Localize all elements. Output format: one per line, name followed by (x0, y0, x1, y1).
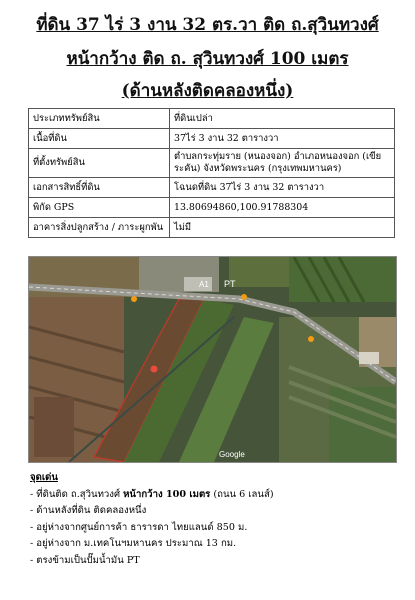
table-row (29, 109, 395, 129)
satellite-map[interactable] (28, 256, 397, 463)
highlight-text: - ที่ดินติด ถ.สุวินทวงศ์ (30, 488, 124, 500)
google-watermark: Google (219, 450, 245, 459)
row-value: 37ไร่ 3 งาน 32 ตารางวา (170, 129, 395, 149)
highlight-bold-text: หน้ากว้าง 100 เมตร (123, 488, 211, 500)
location-pin-icon (151, 366, 158, 373)
row-value: ที่ดินเปล่า (170, 109, 395, 129)
highlight-text: (ถนน 6 เลนส์) (210, 488, 274, 500)
row-label: ประเภททรัพย์สิน (29, 109, 170, 129)
row-label: อาคารสิ่งปลูกสร้าง / ภาระผูกพัน (29, 218, 170, 238)
highlights-section (30, 470, 400, 569)
row-label: เอกสารสิทธิ์ที่ดิน (29, 178, 170, 198)
row-value: โฉนดที่ดิน 37ไร่ 3 งาน 32 ตารางวา (170, 178, 395, 198)
title-line-3: (ด้านหลังติดคลองหนึ่ง) (121, 81, 294, 101)
row-value: ตำบลกระทุ่มราย (หนองจอก) อำเภอหนองจอก (เขียระคัน) จังหวัดพระนคร (กรุงเทพมหานคร) (170, 149, 395, 178)
row-label: เนื้อที่ดิน (29, 129, 170, 149)
highlights-heading: จุดเด่น (30, 472, 58, 483)
highlight-item: - ด้านหลังที่ดิน ติดคลองหนึ่ง (30, 505, 147, 516)
satellite-map-image (29, 257, 396, 462)
row-value: 13.80694860,100.91788304 (170, 198, 395, 218)
row-label: พิกัด GPS (29, 198, 170, 218)
table-row (29, 198, 395, 218)
table-row (29, 129, 395, 149)
highlight-item (30, 487, 400, 504)
table-row (29, 149, 395, 178)
highlight-item: - อยู่ห่างจาก ม.เทคโนฯมหานคร ประมาณ 13 กม. (30, 538, 237, 549)
title-line-1: ที่ดิน 37 ไร่ 3 งาน 32 ตร.วา ติด ถ.สุวินทวงศ์ (36, 15, 379, 35)
table-row (29, 178, 395, 198)
property-info-table (28, 108, 395, 238)
highlight-item: - ตรงข้ามเป็นปั๊มน้ำมัน PT (30, 554, 140, 566)
row-value: ไม่มี (170, 218, 395, 238)
map-label-sign: A1 (199, 280, 209, 289)
map-label-pt: PT (224, 279, 236, 289)
table-row (29, 218, 395, 238)
title-line-2: หน้ากว้าง ติด ถ. สุวินทวงศ์ 100 เมตร (66, 49, 349, 69)
row-label: ที่ตั้งทรัพย์สิน (29, 149, 170, 178)
highlight-item: - อยู่ห่างจากศูนย์การค้า ธารารดา ไทยแลนด์ 850 ม. (30, 521, 248, 533)
